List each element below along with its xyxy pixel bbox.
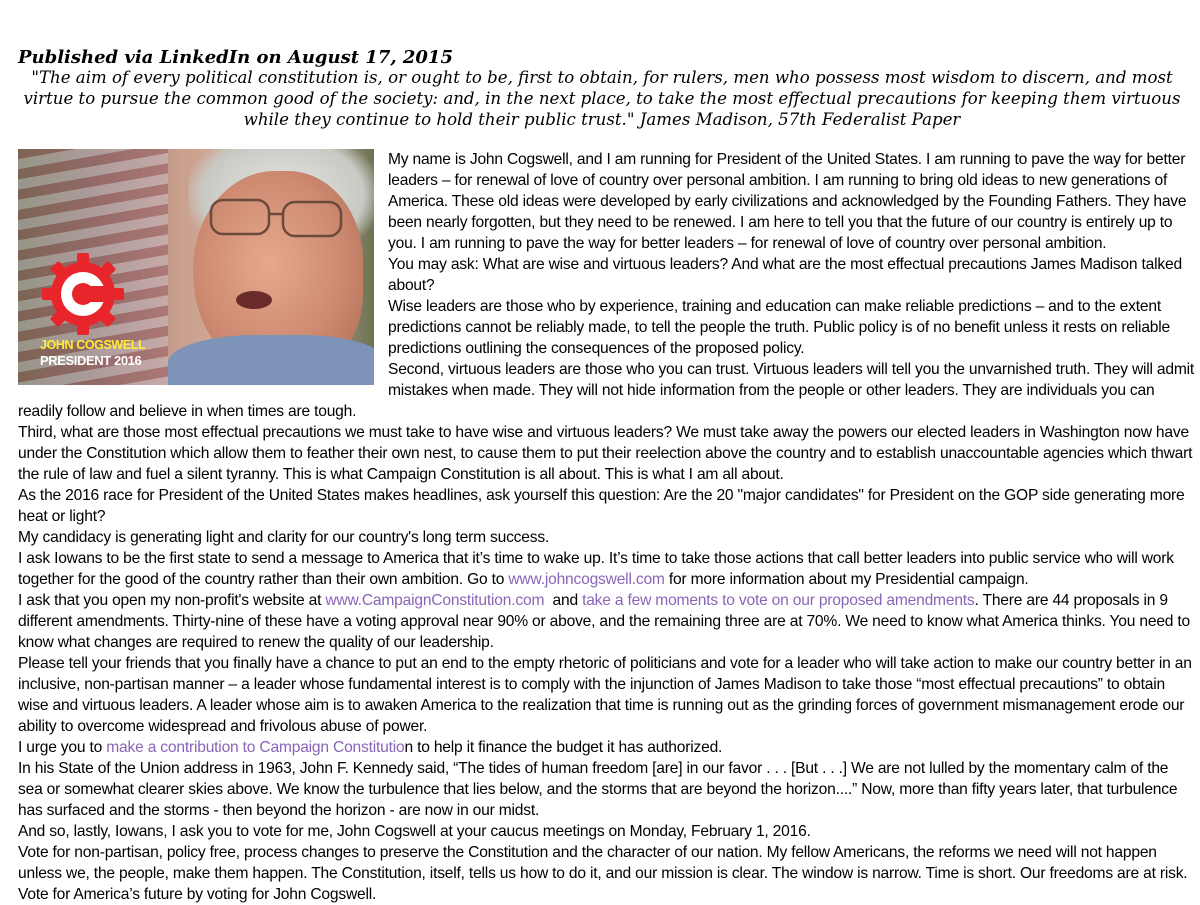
campaign-logo-text xyxy=(40,337,145,369)
glasses-icon xyxy=(203,194,353,244)
madison-quote: "The aim of every political constitution is, or ought to be, first to obtain, for rulers, men who possess most wisdom to discern, and most virtue to pursue the common good of the society: and, in the next place, to take the most effectual precautions for keeping them virtuous while they continue to hold their public trust." James Madison, 57th Federalist Paper xyxy=(23,68,1181,129)
mouth xyxy=(236,291,272,309)
logo-slogan: PRESIDENT 2016 xyxy=(40,353,142,368)
paragraph-candidacy: My candidacy is generating light and clarity for our country's long term success. xyxy=(18,529,550,546)
paragraph-website xyxy=(18,590,1196,653)
paragraph-precautions: Third, what are those most effectual precautions we must take to have wise and virtuous leaders? We must take away the powers our elected leaders in Washington now have under the Constitution which allow them to feather their own nest, to cause them to put their reelection above the country and to establish unaccountable agencies which thwart the rule of law and fuel a silent tyranny. This is what Campaign Constitution is all about. This is what I am all about. xyxy=(18,424,1193,483)
paragraph-text: for more information about my Presidential campaign. xyxy=(664,571,1029,588)
shirt xyxy=(168,335,374,385)
paragraph-iowans xyxy=(18,548,1196,590)
candidate-photo xyxy=(18,149,374,385)
johncogswell-link[interactable]: www.johncogswell.com xyxy=(508,571,665,588)
paragraph-text: and xyxy=(544,592,583,609)
paragraph-question: You may ask: What are wise and virtuous leaders? And what are the most effectual precautions James Madison talked about? xyxy=(388,256,1182,294)
paragraph-text: I ask that you open my non-profit's website at xyxy=(18,592,326,609)
campaignconstitution-link[interactable]: www.CampaignConstitution.com xyxy=(325,592,545,609)
paragraph-caucus: And so, lastly, Iowans, I ask you to vote for me, John Cogswell at your caucus meetings on Monday, February 1, 2016. xyxy=(18,823,811,840)
vote-amendments-link[interactable]: take a few moments to vote on our proposed amendments xyxy=(582,592,975,609)
paragraph-text: I ask Iowans to be the first state to send a message to America that it’s time to wake up. It’s time to take those actions that call better leaders into public service who will work together for the good of the country rather than their own ambition. Go to xyxy=(18,550,1174,588)
published-line: Published via LinkedIn on August 17, 2015 xyxy=(18,47,453,68)
campaign-logo-icon xyxy=(40,251,126,337)
paragraph-contribution xyxy=(18,737,1196,758)
paragraph-intro: My name is John Cogswell, and I am running for President of the United States. I am running to pave the way for better leaders – for renewal of love of country over personal ambition. I am running to bring old ideas to new generations of America. These old ideas were developed by early civilizations and acknowledged by the Founding Fathers. They have been nearly forgotten, but they need to be renewed. I am here to tell you that the future of our country is entirely up to you. I am running to pave the way for better leaders – for renewal of love of country over personal ambition. xyxy=(388,151,1187,252)
logo-name: JOHN COGSWELL xyxy=(40,338,146,352)
paragraph-wise-leaders: Wise leaders are those who by experience, training and education can make reliable predictions – and to the extent predictions cannot be reliably made, to tell the people the truth. Public policy is of no benefit unless it rests on reliable predictions outlining the consequences of the proposed policy. xyxy=(388,298,1171,357)
article-body xyxy=(18,149,1196,905)
paragraph-text: n to help it finance the budget it has authorized. xyxy=(404,739,723,756)
paragraph-virtuous-leaders: Second, virtuous leaders are those who you can trust. Virtuous leaders will tell you the unvarnished truth. They will admit mistakes when made. They will not hide information from the people or other leaders. They are individuals you can readily follow and believe in when times are tough. xyxy=(18,361,1195,420)
paragraph-friends: Please tell your friends that you finally have a chance to put an end to the empty rhetoric of politicians and vote for a leader who will take action to make our country better in an inclusive, non-partisan manner – a leader whose fundamental interest is to comply with the injunction of James Madison to take those “most effectual precautions” to obtain wise and virtuous leaders. A leader whose aim is to awaken America to the realization that time is running out as the grinding forces of government mismanagement erode our ability to overcome widespread and frivolous abuse of power. xyxy=(18,655,1192,735)
paragraph-race: As the 2016 race for President of the United States makes headlines, ask yourself this question: Are the 20 "major candidates" for President on the GOP side generating more heat or light? xyxy=(18,487,1185,525)
paragraph-kennedy: In his State of the Union address in 1963, John F. Kennedy said, “The tides of human freedom [are] in our favor . . . [But . . .] We are not lulled by the momentary calm of the sea or somewhat clearer skies above. We know the turbulence that lies below, and the storms that are beyond the horizon....” Now, more than fifty years later, that turbulence has surfaced and the storms - then beyond the horizon - are now in our midst. xyxy=(18,760,1178,819)
contribution-link[interactable]: make a contribution to Campaign Constitutio xyxy=(106,739,405,756)
paragraph-text: I urge you to xyxy=(18,739,107,756)
paragraph-text: . There are 44 proposals in 9 different amendments. Thirty-nine of these have a voting approval near 90% or above, and the remaining three are at 70%. We need to know what America thinks. You need to know what changes are required to renew the quality of our leadership. xyxy=(18,592,1190,651)
paragraph-closing: Vote for non-partisan, policy free, process changes to preserve the Constitution and the character of our nation. My fellow Americans, the reforms we need will not happen unless we, the people, make them happen. The Constitution, itself, tells us how to do it, and our mission is clear. The window is narrow. Time is short. Our freedoms are at risk. Vote for America’s future by voting for John Cogswell. xyxy=(18,844,1188,903)
